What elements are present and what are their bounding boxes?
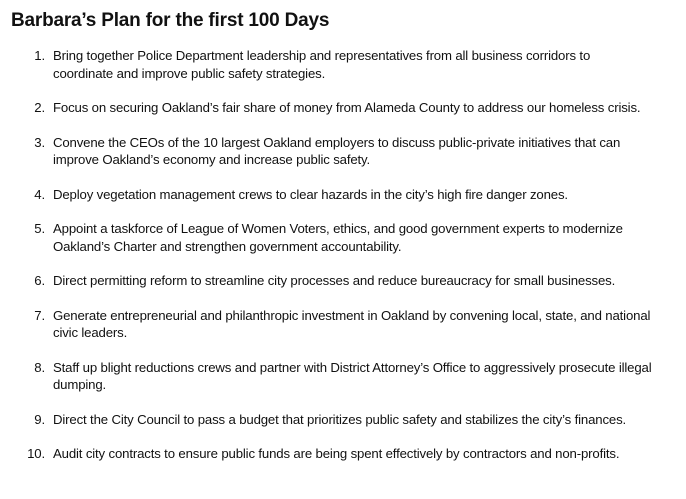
plan-item-2 (11, 99, 676, 117)
plan-item-text: Bring together Police Department leadership and representatives from all business corridors to coordinate and improve public safety strategies. (53, 48, 591, 81)
plan-item-number: 6. (34, 273, 45, 288)
plan-item-number: 7. (34, 307, 45, 323)
plan-item-8 (11, 359, 676, 394)
plan-item-10 (11, 445, 676, 463)
plan-item-text: Focus on securing Oakland’s fair share of money from Alameda County to address our homeless crisis. (53, 100, 641, 115)
plan-item-text: Deploy vegetation management crews to clear hazards in the city’s high fire danger zones. (53, 186, 568, 202)
plan-item-number: 2. (34, 100, 45, 115)
plan-list (11, 47, 676, 463)
plan-item-text: Audit city contracts to ensure public funds are being spent effectively by contractors and non-profits. (53, 446, 620, 461)
plan-item-1 (11, 47, 676, 82)
plan-item-text: Direct permitting reform to streamline city processes and reduce bureaucracy for small businesses. (53, 273, 616, 288)
plan-item-number: 3. (34, 134, 45, 150)
plan-item-number: 4. (34, 186, 45, 202)
plan-item-9 (11, 411, 676, 429)
plan-item-5 (11, 220, 676, 255)
plan-item-4 (11, 186, 676, 204)
plan-item-text: Appoint a taskforce of League of Women Voters, ethics, and good government experts to modernize Oakland’s Charter and strengthen government accountability. (53, 221, 623, 254)
plan-item-number: 5. (34, 221, 45, 236)
plan-item-text: Convene the CEOs of the 10 largest Oakland employers to discuss public-private initiatives that can improve Oakland’s economy and increase public safety. (53, 134, 621, 167)
plan-item-text: Generate entrepreneurial and philanthropic investment in Oakland by convening local, state, and national civic leaders. (53, 307, 651, 340)
plan-item-text: Direct the City Council to pass a budget that prioritizes public safety and stabilizes the city’s finances. (53, 411, 627, 427)
plan-item-number: 8. (34, 359, 45, 375)
document-title: Barbara’s Plan for the first 100 Days (11, 10, 330, 31)
plan-item-7 (11, 307, 676, 342)
plan-item-text: Staff up blight reductions crews and partner with District Attorney’s Office to aggressively prosecute illegal dumping. (53, 359, 652, 392)
plan-item-number: 10. (27, 446, 45, 461)
plan-item-number: 9. (34, 411, 45, 427)
plan-item-number: 1. (34, 48, 45, 63)
plan-item-6 (11, 272, 676, 290)
plan-item-3 (11, 134, 676, 169)
